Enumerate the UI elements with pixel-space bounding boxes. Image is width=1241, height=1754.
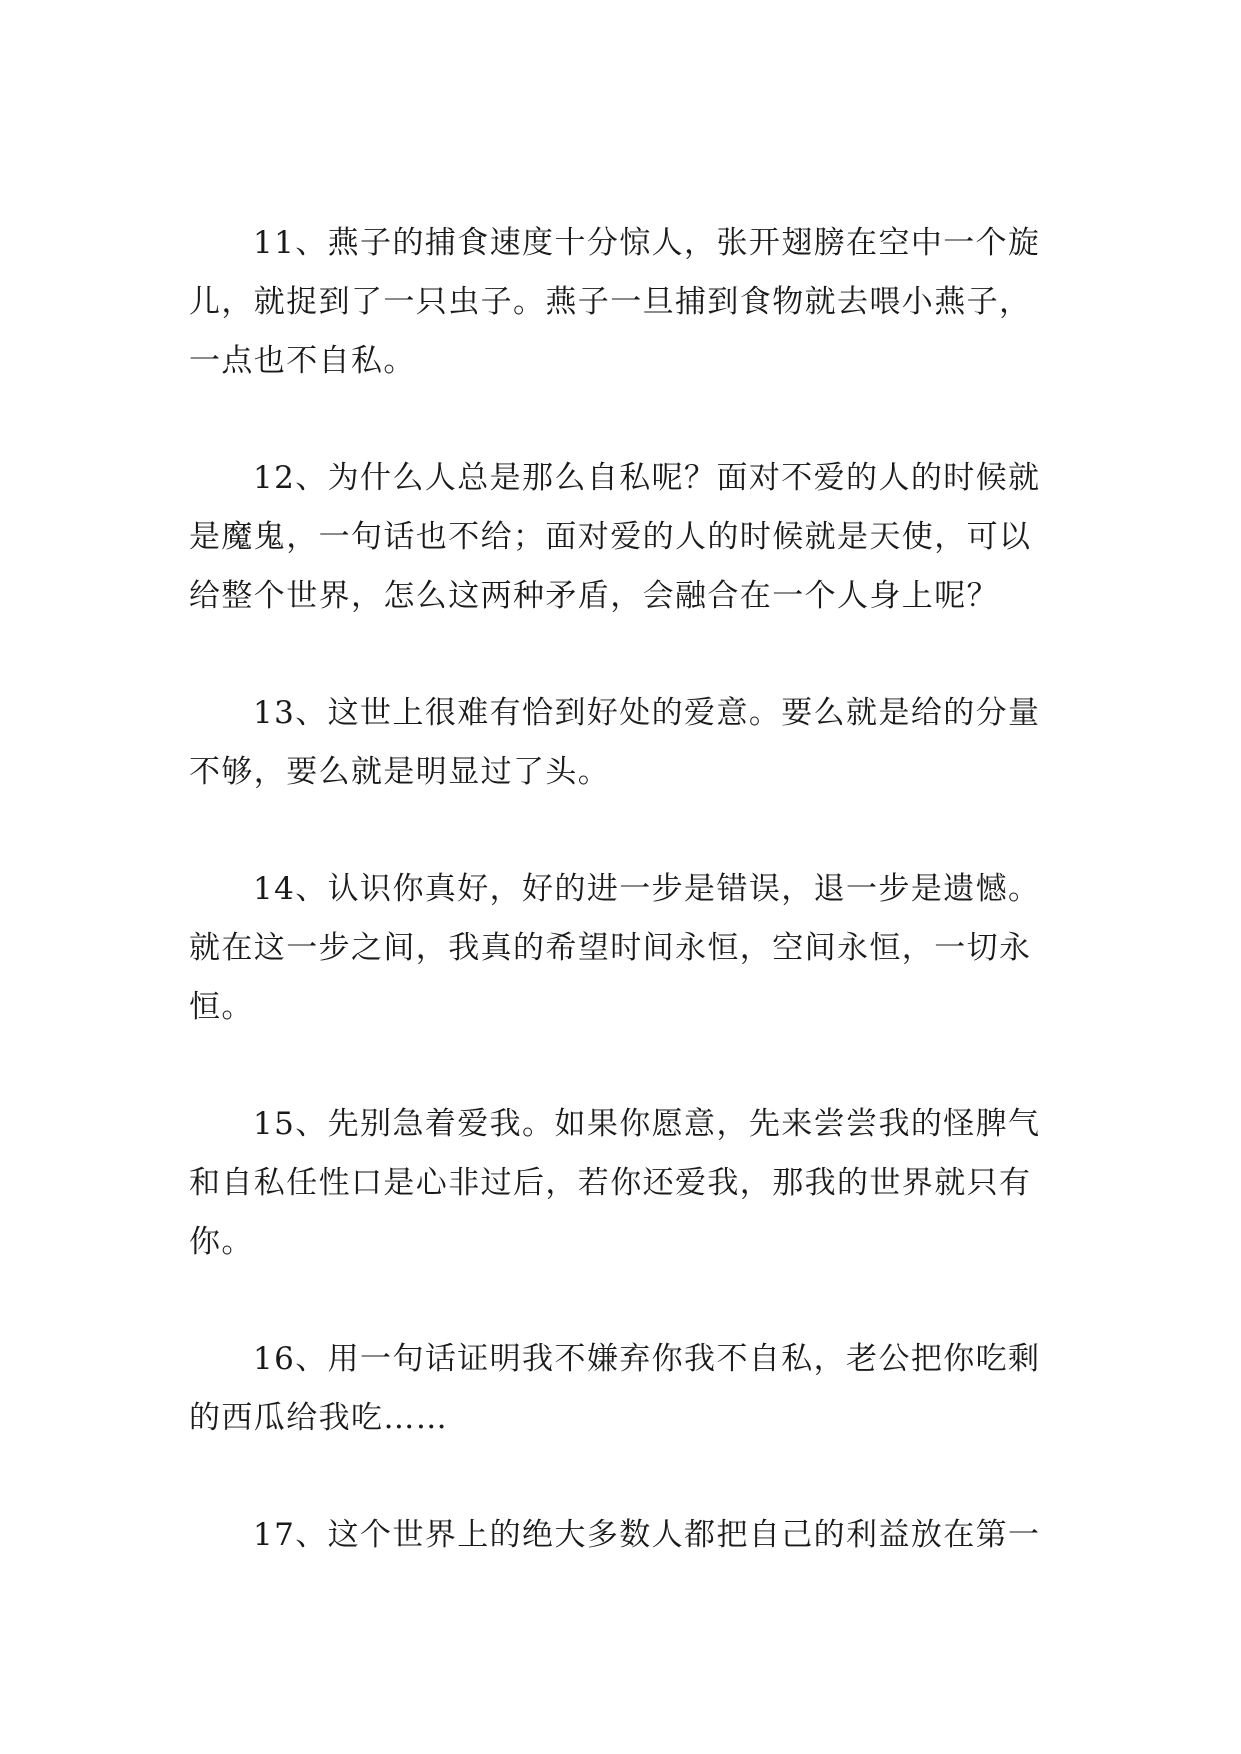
paragraph-14 — [189, 860, 1051, 1037]
paragraph-17 — [189, 1506, 1051, 1565]
paragraph-line: 和自私任性口是心非过后，若你还爱我，那我的世界就只有 — [189, 1165, 1032, 1201]
document-body — [189, 214, 1051, 1623]
paragraph-13 — [189, 684, 1051, 802]
paragraph-line: 儿，就捉到了一只虫子。燕子一旦捕到食物就去喂小燕子， — [189, 284, 1032, 320]
paragraph-line: 你。 — [189, 1224, 254, 1260]
paragraph-line: 就在这一步之间，我真的希望时间永恒，空间永恒，一切永 — [189, 930, 1032, 966]
paragraph-12 — [189, 449, 1051, 626]
paragraph-15 — [189, 1095, 1051, 1272]
paragraph-line: 13、这世上很难有恰到好处的爱意。要么就是给的分量 — [253, 695, 1041, 731]
paragraph-16 — [189, 1330, 1051, 1448]
paragraph-line: 12、为什么人总是那么自私呢？面对不爱的人的时候就 — [253, 460, 1041, 496]
paragraph-line: 不够，要么就是明显过了头。 — [189, 754, 611, 790]
paragraph-line: 16、用一句话证明我不嫌弃你我不自私，老公把你吃剩 — [253, 1341, 1041, 1377]
paragraph-line: 一点也不自私。 — [189, 343, 416, 379]
paragraph-line: 是魔鬼，一句话也不给；面对爱的人的时候就是天使，可以 — [189, 519, 1032, 555]
paragraph-line: 给整个世界，怎么这两种矛盾，会融合在一个人身上呢？ — [189, 578, 999, 614]
paragraph-line: 11、燕子的捕食速度十分惊人，张开翅膀在空中一个旋 — [253, 225, 1041, 261]
paragraph-11 — [189, 214, 1051, 391]
paragraph-line: 15、先别急着爱我。如果你愿意，先来尝尝我的怪脾气 — [253, 1106, 1041, 1142]
paragraph-line: 的西瓜给我吃…… — [189, 1400, 449, 1436]
paragraph-line: 14、认识你真好，好的进一步是错误，退一步是遗憾。 — [253, 871, 1041, 907]
paragraph-line: 恒。 — [189, 989, 254, 1025]
paragraph-line: 17、这个世界上的绝大多数人都把自己的利益放在第一 — [253, 1517, 1041, 1553]
